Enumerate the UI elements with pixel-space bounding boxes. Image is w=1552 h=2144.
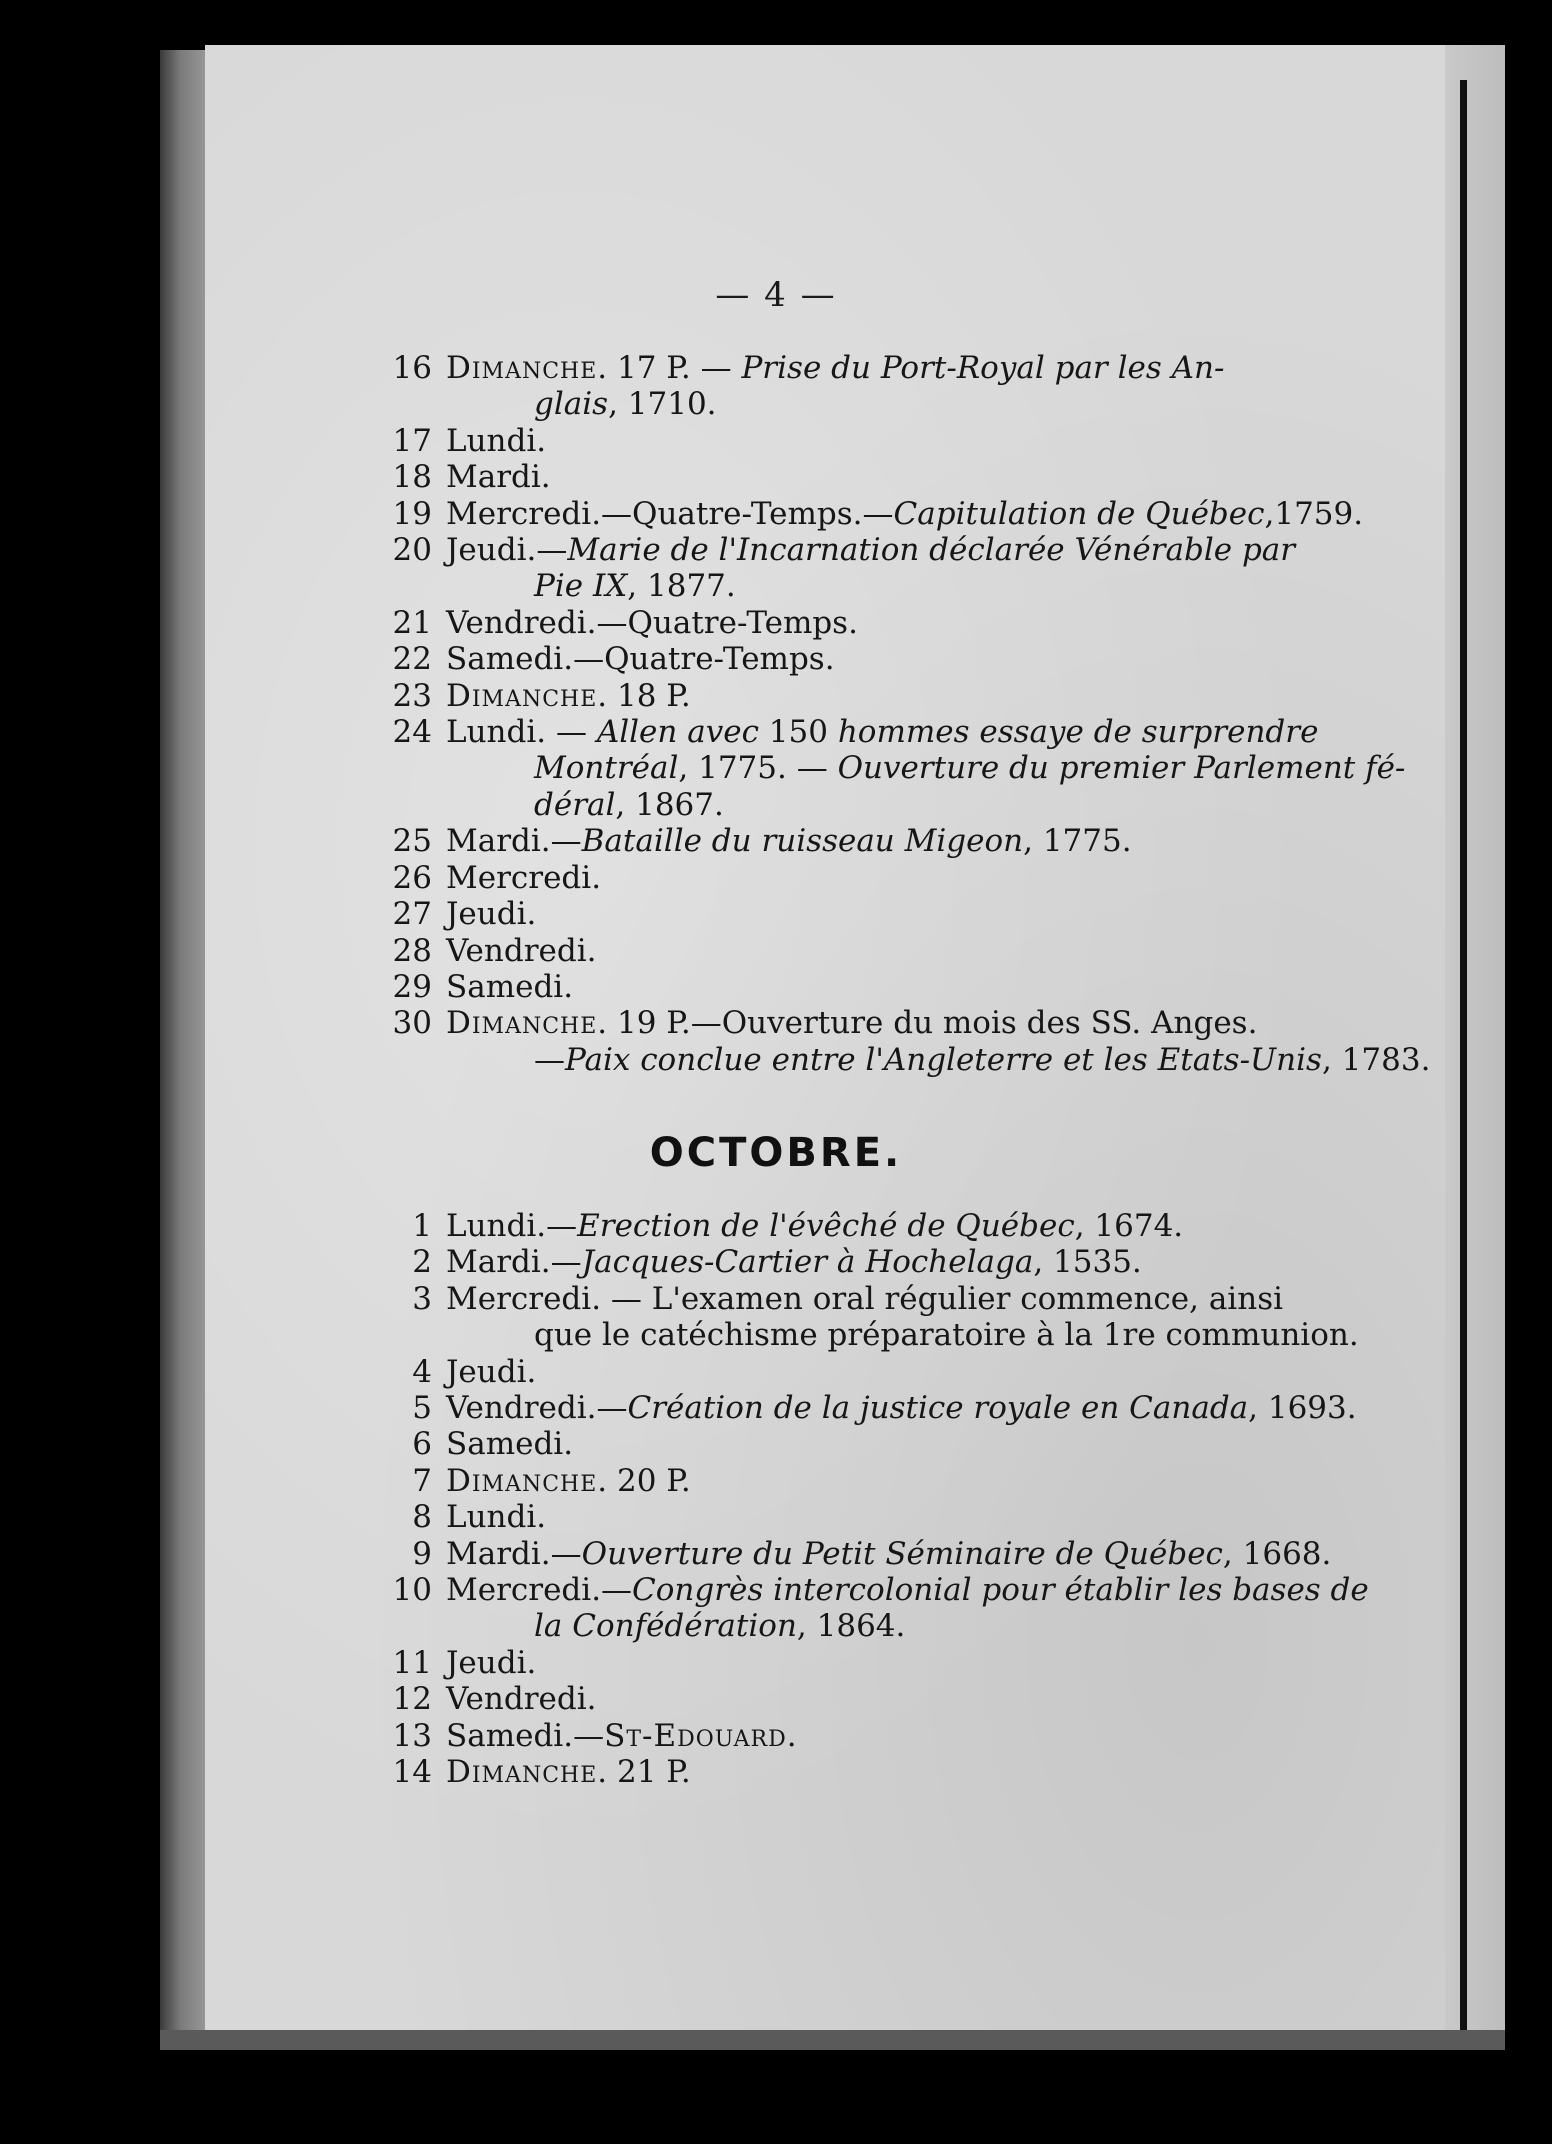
text-run: Mercredi. — L'examen oral régulier commence, ainsi bbox=[446, 1280, 1284, 1317]
day-number: 22 bbox=[392, 641, 432, 678]
text-run: , 1867. bbox=[615, 786, 724, 823]
calendar-entry-line bbox=[380, 1244, 1310, 1280]
text-run: Dimanche bbox=[446, 677, 598, 714]
day-number: 20 bbox=[392, 532, 432, 569]
entry-text bbox=[446, 1208, 1310, 1244]
entry-text bbox=[446, 459, 1310, 495]
day-number: 2 bbox=[412, 1244, 432, 1281]
text-run: , 1775. bbox=[1023, 823, 1132, 860]
day-number: 28 bbox=[392, 932, 432, 969]
day-number: 10 bbox=[392, 1572, 432, 1609]
calendar-entry-line bbox=[380, 860, 1310, 896]
entry-text bbox=[446, 641, 1310, 677]
text-run: Jeudi. bbox=[446, 1644, 537, 1681]
text-run: Mardi. bbox=[446, 459, 551, 496]
day-number: 13 bbox=[392, 1717, 432, 1754]
text-run: Paix conclue entre l'Angleterre et les Etats-Unis bbox=[565, 1041, 1322, 1078]
text-run: Dimanche bbox=[446, 1754, 598, 1791]
day-number bbox=[380, 1317, 432, 1353]
september-list bbox=[380, 350, 1431, 1078]
text-run: . bbox=[786, 1717, 797, 1754]
text-run: — bbox=[534, 1041, 565, 1078]
day-number: 23 bbox=[392, 677, 432, 714]
entry-text bbox=[446, 1536, 1331, 1572]
text-run: Lundi. bbox=[446, 422, 547, 459]
text-run: . 20 P. bbox=[597, 1462, 691, 1499]
entry-text bbox=[446, 423, 1310, 459]
day-number: 16 bbox=[392, 350, 432, 386]
text-run: Dimanche bbox=[446, 1005, 598, 1042]
day-number: 6 bbox=[412, 1426, 432, 1463]
day-number bbox=[380, 386, 432, 422]
day-number: 27 bbox=[392, 896, 432, 933]
text-run: , 1668. bbox=[1222, 1535, 1332, 1572]
calendar-entry-line bbox=[380, 386, 1310, 422]
text-run: Congrès intercolonial pour établir les bases de bbox=[632, 1572, 1369, 1609]
text-run: Samedi.— bbox=[446, 1717, 605, 1754]
text-run: Dimanche bbox=[446, 1462, 598, 1499]
entry-text bbox=[446, 386, 1310, 422]
entry-text bbox=[446, 969, 1310, 1005]
text-run: Jacques-Cartier à Hochelaga bbox=[581, 1244, 1034, 1281]
entry-text bbox=[446, 1042, 1430, 1078]
entry-text bbox=[446, 1463, 1310, 1499]
text-run: Samedi. bbox=[446, 1426, 574, 1463]
text-run: Jeudi.— bbox=[446, 532, 568, 569]
entry-text bbox=[446, 714, 1318, 750]
calendar-entry-line bbox=[380, 1463, 1310, 1499]
entry-text bbox=[446, 496, 1363, 532]
entry-text bbox=[446, 1354, 1310, 1390]
calendar-entry-line bbox=[380, 823, 1310, 859]
day-number bbox=[380, 750, 432, 786]
text-run: St-Edouard bbox=[604, 1717, 787, 1754]
text-run: 150 bbox=[758, 714, 838, 751]
entry-text bbox=[446, 1681, 1310, 1717]
day-number bbox=[380, 1608, 432, 1644]
calendar-entry-line bbox=[380, 1208, 1310, 1244]
day-number: 3 bbox=[412, 1280, 432, 1317]
calendar-entry-line bbox=[380, 896, 1310, 932]
day-number: 4 bbox=[412, 1353, 432, 1390]
text-run: Ouverture du premier Parlement fé- bbox=[837, 750, 1406, 787]
entry-text bbox=[446, 1572, 1369, 1608]
day-number: 8 bbox=[412, 1499, 432, 1536]
text-run: Mardi.— bbox=[446, 823, 582, 860]
entry-text bbox=[446, 1390, 1357, 1426]
text-run: Allen avec bbox=[596, 714, 759, 751]
text-run: Vendredi. bbox=[446, 932, 597, 969]
day-number: 25 bbox=[392, 823, 432, 860]
calendar-entry-line bbox=[380, 1005, 1310, 1041]
calendar-entry-line bbox=[380, 605, 1310, 641]
calendar-entry-line bbox=[380, 350, 1310, 386]
day-number bbox=[380, 568, 432, 604]
text-run: . 21 P. bbox=[597, 1754, 691, 1791]
entry-text bbox=[446, 1005, 1310, 1041]
text-run: Vendredi. bbox=[446, 1681, 597, 1718]
day-number: 1 bbox=[412, 1208, 432, 1244]
text-run: . 18 P. bbox=[597, 677, 691, 714]
text-run: Samedi. bbox=[446, 968, 574, 1005]
calendar-entry-line bbox=[380, 969, 1310, 1005]
calendar-entry-line bbox=[380, 568, 1310, 604]
day-number: 18 bbox=[392, 459, 432, 496]
text-run: Dimanche bbox=[446, 350, 598, 386]
day-number: 7 bbox=[412, 1462, 432, 1499]
text-run: Lundi.— bbox=[446, 1208, 578, 1244]
binding-rule bbox=[1460, 80, 1467, 2040]
calendar-entry-line bbox=[380, 1041, 1431, 1078]
calendar-entry-line bbox=[380, 1718, 1310, 1754]
calendar-entry-line bbox=[380, 933, 1310, 969]
day-number: 12 bbox=[392, 1681, 432, 1718]
calendar-entry-line bbox=[380, 1354, 1310, 1390]
text-run: glais bbox=[534, 386, 609, 423]
calendar-entry-line bbox=[380, 1390, 1357, 1427]
day-number: 26 bbox=[392, 859, 432, 896]
entry-text bbox=[446, 1499, 1310, 1535]
text-run: Jeudi. bbox=[446, 896, 537, 933]
text-run: Mercredi.—Quatre-Temps.— bbox=[446, 495, 894, 532]
page-number: — 4 — bbox=[715, 275, 837, 315]
text-run: Erection de l'évêché de Québec bbox=[577, 1208, 1075, 1244]
text-run: Jeudi. bbox=[446, 1353, 537, 1390]
text-run: Vendredi.—Quatre-Temps. bbox=[446, 604, 858, 641]
text-run: , 1775. — bbox=[678, 750, 838, 787]
entry-text bbox=[446, 1317, 1359, 1353]
text-run: Capitulation de Québec bbox=[893, 495, 1265, 532]
text-run: Vendredi.— bbox=[446, 1390, 628, 1427]
entry-text bbox=[446, 860, 1310, 896]
text-run: Mardi.— bbox=[446, 1535, 582, 1572]
day-number: 19 bbox=[392, 495, 432, 532]
day-number: 30 bbox=[392, 1005, 432, 1042]
entry-text bbox=[446, 750, 1405, 786]
text-run: ,1759. bbox=[1264, 495, 1364, 532]
calendar-entry-line bbox=[380, 1754, 1310, 1790]
calendar-entry-line bbox=[380, 1499, 1310, 1535]
calendar-entry-line bbox=[380, 641, 1310, 677]
october-list bbox=[380, 1208, 1369, 1791]
entry-text bbox=[446, 1608, 1310, 1644]
day-number: 21 bbox=[392, 604, 432, 641]
calendar-entry-line bbox=[380, 678, 1310, 714]
calendar-entry-line bbox=[380, 1317, 1359, 1354]
calendar-entry-line bbox=[380, 1608, 1310, 1644]
text-run: Création de la justice royale en Canada bbox=[627, 1390, 1249, 1427]
page-right-margin bbox=[1445, 45, 1505, 2045]
scan-bottom-border bbox=[160, 2030, 1505, 2050]
day-number: 17 bbox=[392, 422, 432, 459]
text-run: Mardi.— bbox=[446, 1244, 582, 1281]
text-run: que le catéchisme préparatoire à la 1re communion. bbox=[534, 1317, 1359, 1354]
entry-text bbox=[446, 605, 1310, 641]
calendar-entry-line bbox=[380, 532, 1310, 568]
entry-text bbox=[446, 532, 1310, 568]
day-number bbox=[380, 787, 432, 823]
text-run: la Confédération bbox=[534, 1608, 797, 1645]
text-run: , 1693. bbox=[1248, 1390, 1357, 1427]
text-run: , 1877. bbox=[627, 568, 736, 605]
calendar-entry-line bbox=[380, 495, 1364, 532]
entry-text bbox=[446, 1281, 1310, 1317]
day-number: 29 bbox=[392, 968, 432, 1005]
entry-text bbox=[446, 1645, 1310, 1681]
entry-text bbox=[446, 823, 1310, 859]
text-run: Montréal bbox=[534, 750, 679, 787]
text-run: Samedi.—Quatre-Temps. bbox=[446, 641, 835, 678]
calendar-entry-line bbox=[380, 787, 1310, 823]
text-run: , 1710. bbox=[608, 386, 717, 423]
text-run: Mercredi. bbox=[446, 859, 602, 896]
text-run: , 1864. bbox=[796, 1608, 906, 1645]
entry-text bbox=[446, 1754, 1310, 1790]
text-run: déral bbox=[534, 786, 616, 823]
text-run: Marie de l'Incarnation déclarée Vénérable par bbox=[567, 532, 1296, 569]
entry-text bbox=[446, 1718, 1310, 1754]
calendar-entry-line bbox=[380, 1572, 1369, 1609]
text-run: Mercredi.— bbox=[446, 1572, 633, 1609]
calendar-entry-line bbox=[380, 1681, 1310, 1717]
text-run: Pie IX bbox=[534, 568, 628, 605]
day-number: 11 bbox=[392, 1644, 432, 1681]
calendar-entry-line bbox=[380, 1426, 1310, 1462]
calendar-entry-line bbox=[380, 459, 1310, 495]
calendar-entry-line bbox=[380, 1281, 1310, 1317]
entry-text bbox=[446, 1426, 1310, 1462]
text-run: Ouverture du Petit Séminaire de Québec bbox=[581, 1535, 1223, 1572]
text-run: , 1535. bbox=[1033, 1244, 1142, 1281]
text-run: Prise du Port-Royal par les An- bbox=[741, 350, 1225, 386]
section-heading: OCTOBRE. bbox=[649, 1130, 903, 1176]
day-number bbox=[380, 1042, 432, 1078]
day-number: 9 bbox=[412, 1535, 432, 1572]
entry-text bbox=[446, 896, 1310, 932]
entry-text bbox=[446, 678, 1310, 714]
text-run: hommes essaye de surprendre bbox=[837, 714, 1319, 751]
text-run: . 17 P. — bbox=[597, 350, 742, 386]
text-run: Lundi. bbox=[446, 1499, 547, 1536]
calendar-entry-line bbox=[380, 750, 1406, 787]
day-number: 24 bbox=[392, 714, 432, 751]
entry-text bbox=[446, 568, 1310, 604]
scan-left-border bbox=[160, 50, 210, 2040]
text-run: , 1783. bbox=[1321, 1041, 1431, 1078]
calendar-entry-line bbox=[380, 1535, 1332, 1572]
text-run: . 19 P.—Ouverture du mois des SS. Anges. bbox=[597, 1005, 1258, 1042]
text-run: Bataille du ruisseau Migeon bbox=[581, 823, 1024, 860]
calendar-entry-line bbox=[380, 423, 1310, 459]
day-number: 14 bbox=[392, 1754, 432, 1791]
day-number: 5 bbox=[412, 1390, 432, 1427]
text-run: , 1674. bbox=[1074, 1208, 1184, 1244]
entry-text bbox=[446, 350, 1310, 386]
text-run: Lundi. — bbox=[446, 714, 597, 751]
entry-text bbox=[446, 1244, 1310, 1280]
entry-text bbox=[446, 933, 1310, 969]
calendar-entry-line bbox=[380, 714, 1319, 751]
entry-text bbox=[446, 787, 1310, 823]
calendar-entry-line bbox=[380, 1645, 1310, 1681]
